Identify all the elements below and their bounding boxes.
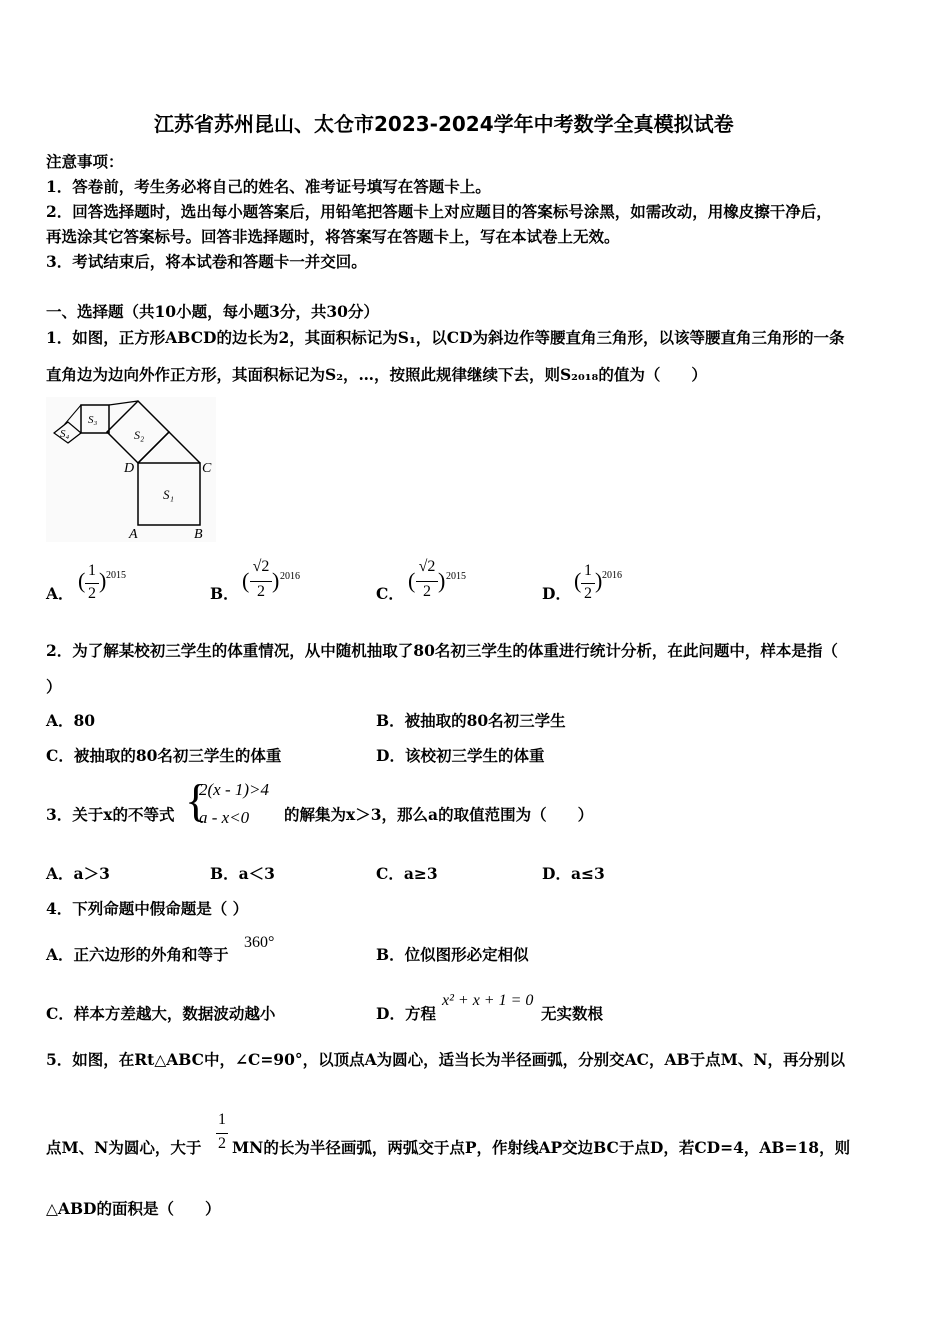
option-text: A．正六边形的外角和等于 [46,945,229,964]
q4-option-c[interactable]: C．样本方差越大，数据波动越小 [46,1004,276,1023]
q5-stem-line2-post: MN的长为半径画弧，两弧交于点P，作射线AP交边BC于点D，若CD=4，AB=18，则 [232,1138,851,1157]
notice-heading: 注意事项： [46,152,124,171]
q3-option-c[interactable]: C．a≥3 [376,864,438,883]
q4-option-b[interactable]: B．位似图形必定相似 [376,945,529,964]
label-d: D [124,461,135,476]
q2-stem-line2: ） [46,677,62,696]
system-brace: { [185,775,208,826]
exponent: 2016 [602,570,622,581]
q1-square-spiral-figure [46,397,216,542]
inequality-1: 2(x - 1)>4 [199,780,270,799]
option-label: B． [210,584,239,603]
fraction-numerator: 1 [218,1111,226,1128]
option-math: 360° [244,934,275,951]
q1-stem-line1: 1．如图，正方形ABCD的边长为2，其面积标记为S₁，以CD为斜边作等腰直角三角形，以该等腰直角三角形的一条 [46,328,845,347]
fraction-numerator: 1 [88,562,96,579]
option-label: C． [376,584,404,603]
page-title: 江苏省苏州昆山、太仓市2023-2024学年中考数学全真模拟试卷 [154,112,734,136]
option-label: A． [46,584,74,603]
fraction-numerator: √2 [418,558,436,575]
exponent: 2015 [446,571,466,582]
label-c: C [202,461,212,476]
fraction-denominator: 2 [257,583,265,600]
q5-stem-line3: △ABD的面积是（ ） [46,1199,221,1218]
fraction-numerator: √2 [252,558,270,575]
option-text: 无实数根 [541,1004,604,1023]
exponent: 2016 [280,571,300,582]
label-a: A [129,527,138,542]
inequality-2: a - x<0 [199,808,250,827]
fraction-denominator: 2 [218,1135,226,1152]
q2-option-b[interactable]: B．被抽取的80名初三学生 [376,711,566,730]
notice-item: 3．考试结束后，将本试卷和答题卡一并交回。 [46,252,367,271]
notice-item: 1．答卷前，考生务必将自己的姓名、准考证号填写在答题卡上。 [46,177,491,196]
q3-option-b[interactable]: B．a＜3 [210,864,275,883]
option-math: x² + x + 1 = 0 [442,992,534,1009]
fraction-denominator: 2 [423,583,431,600]
q3-option-a[interactable]: A．a＞3 [46,864,110,883]
q1-stem-line2: 直角边为边向外作正方形，其面积标记为S₂，…，按照此规律继续下去，则S₂₀₁₈的值为（ ） [46,365,707,384]
q2-stem-line1: 2．为了解某校初三学生的体重情况，从中随机抽取了80名初三学生的体重进行统计分析，在此问题中，样本是指（ [46,641,838,660]
q5-stem-line2-pre: 点M、N为圆心，大于 [46,1138,202,1157]
option-label: D． [542,584,571,603]
q5-stem-line1: 5．如图，在Rt△ABC中，∠C=90°，以顶点A为圆心，适当长为半径画弧，分别交AC，AB于点M、N，再分别以 [46,1050,845,1069]
fraction-denominator: 2 [88,585,96,602]
q3-stem-suffix: 的解集为x＞3，那么a的取值范围为（ ） [284,805,594,824]
notice-item: 2．回答选择题时，选出每小题答案后，用铅笔把答题卡上对应题目的答案标号涂黑，如需改动，用橡皮擦干净后， [46,202,832,221]
q2-option-a[interactable]: A．80 [46,711,96,730]
fraction-numerator: 1 [584,562,592,579]
label-s2: S₂ [134,428,145,442]
label-s4: S₄ [60,428,70,440]
q2-option-c[interactable]: C．被抽取的80名初三学生的体重 [46,746,282,765]
q3-option-d[interactable]: D．a≤3 [542,864,605,883]
fraction-denominator: 2 [584,585,592,602]
q3-stem-prefix: 3．关于x的不等式 [46,805,175,824]
label-s3: S₃ [88,414,98,426]
q4-stem: 4．下列命题中假命题是（ ） [46,899,249,918]
q2-option-d[interactable]: D．该校初三学生的体重 [376,746,545,765]
exponent: 2015 [106,570,126,581]
label-s1: S₁ [163,487,175,502]
section-heading: 一、选择题（共10小题，每小题3分，共30分） [46,302,379,321]
option-text: D．方程 [376,1004,436,1023]
notice-item: 再选涂其它答案标号。回答非选择题时，将答案写在答题卡上，写在本试卷上无效。 [46,227,620,246]
label-b: B [194,527,203,542]
